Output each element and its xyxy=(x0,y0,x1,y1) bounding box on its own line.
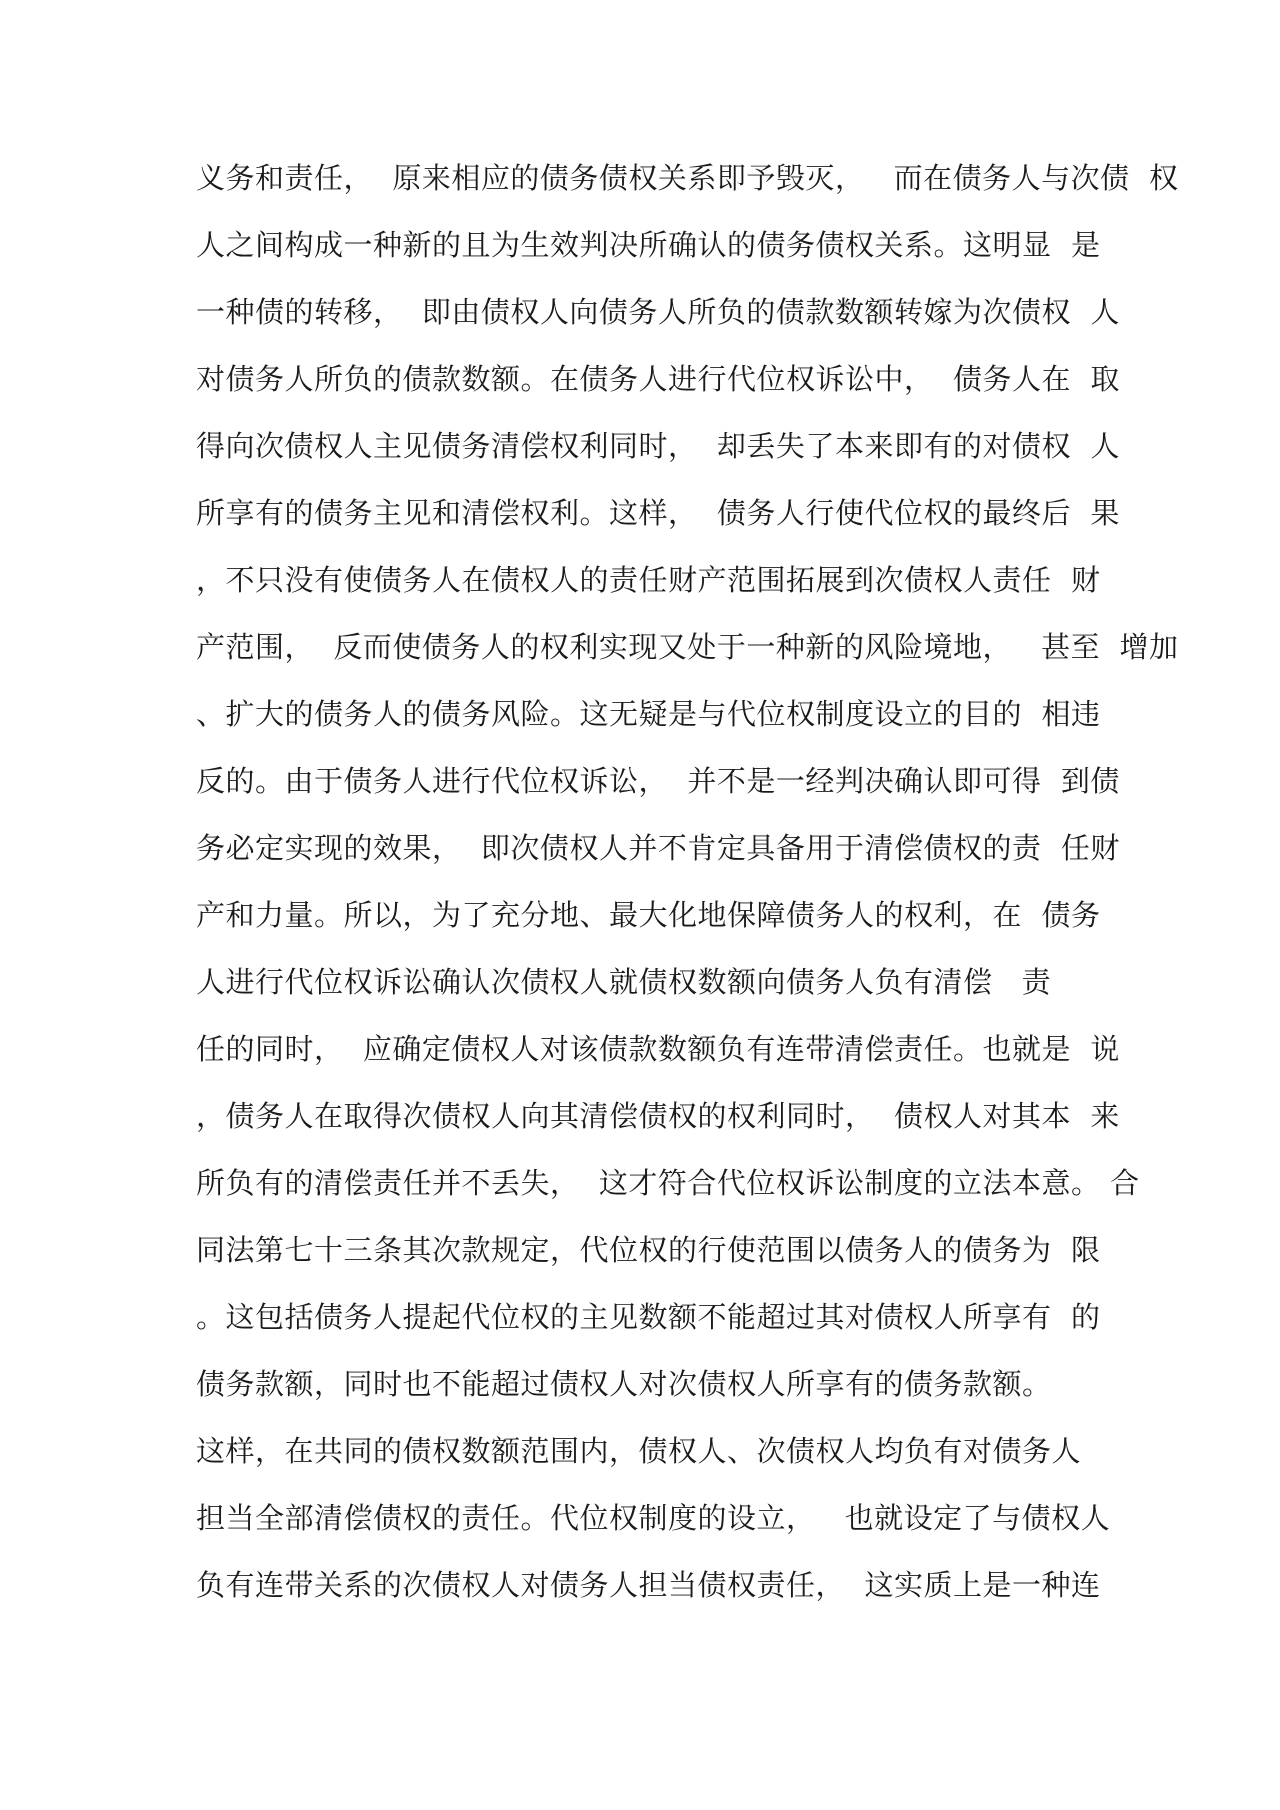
text-line: 所负有的清偿责任并不丢失， 这才符合代位权诉讼制度的立法本意。 合 xyxy=(196,1166,1140,1200)
text-line: 。这包括债务人提起代位权的主见数额不能超过其对债权人所享有 的 xyxy=(196,1300,1101,1334)
text-line: 反的。由于债务人进行代位权诉讼， 并不是一经判决确认即可得 到债 xyxy=(196,764,1120,798)
text-line: 任的同时， 应确定债权人对该债款数额负有连带清偿责任。也就是 说 xyxy=(196,1032,1120,1066)
text-line: 义务和责任， 原来相应的债务债权关系即予毁灭， 而在债务人与次债 权 xyxy=(196,161,1179,195)
text-line: 负有连带关系的次债权人对债务人担当债权责任， 这实质上是一种连 xyxy=(196,1568,1101,1602)
text-line: ，不只没有使债务人在债权人的责任财产范围拓展到次债权人责任 财 xyxy=(196,563,1101,597)
text-line: 产和力量。所以，为了充分地、最大化地保障债务人的权利，在 债务 xyxy=(196,898,1101,932)
text-line: 得向次债权人主见债务清偿权利同时， 却丢失了本来即有的对债权 人 xyxy=(196,429,1120,463)
text-line: 务必定实现的效果， 即次债权人并不肯定具备用于清偿债权的责 任财 xyxy=(196,831,1120,865)
text-line: 所享有的债务主见和清偿权利。这样， 债务人行使代位权的最终后 果 xyxy=(196,496,1120,530)
text-line: 人进行代位权诉讼确认次债权人就债权数额向债务人负有清偿 责 xyxy=(196,965,1052,999)
text-line: 担当全部清偿债权的责任。代位权制度的设立， 也就设定了与债权人 xyxy=(196,1501,1111,1535)
text-line: 债务款额，同时也不能超过债权人对次债权人所享有的债务款额。 xyxy=(196,1367,1052,1401)
text-line: 产范围， 反而使债务人的权利实现又处于一种新的风险境地， 甚至 增加 xyxy=(196,630,1179,664)
text-line: 这样，在共同的债权数额范围内，债权人、次债权人均负有对债务人 xyxy=(196,1434,1082,1468)
text-line: 对债务人所负的债款数额。在债务人进行代位权诉讼中， 债务人在 取 xyxy=(196,362,1120,396)
text-line: 同法第七十三条其次款规定，代位权的行使范围以债务人的债务为 限 xyxy=(196,1233,1101,1267)
text-line: 人之间构成一种新的且为生效判决所确认的债务债权关系。这明显 是 xyxy=(196,228,1101,262)
text-line: 一种债的转移， 即由债权人向债务人所负的债款数额转嫁为次债权 人 xyxy=(196,295,1120,329)
text-line: 、扩大的债务人的债务风险。这无疑是与代位权制度设立的目的 相违 xyxy=(196,697,1101,731)
body-text xyxy=(196,148,1179,1622)
text-line: ，债务人在取得次债权人向其清偿债权的权利同时， 债权人对其本 来 xyxy=(196,1099,1120,1133)
